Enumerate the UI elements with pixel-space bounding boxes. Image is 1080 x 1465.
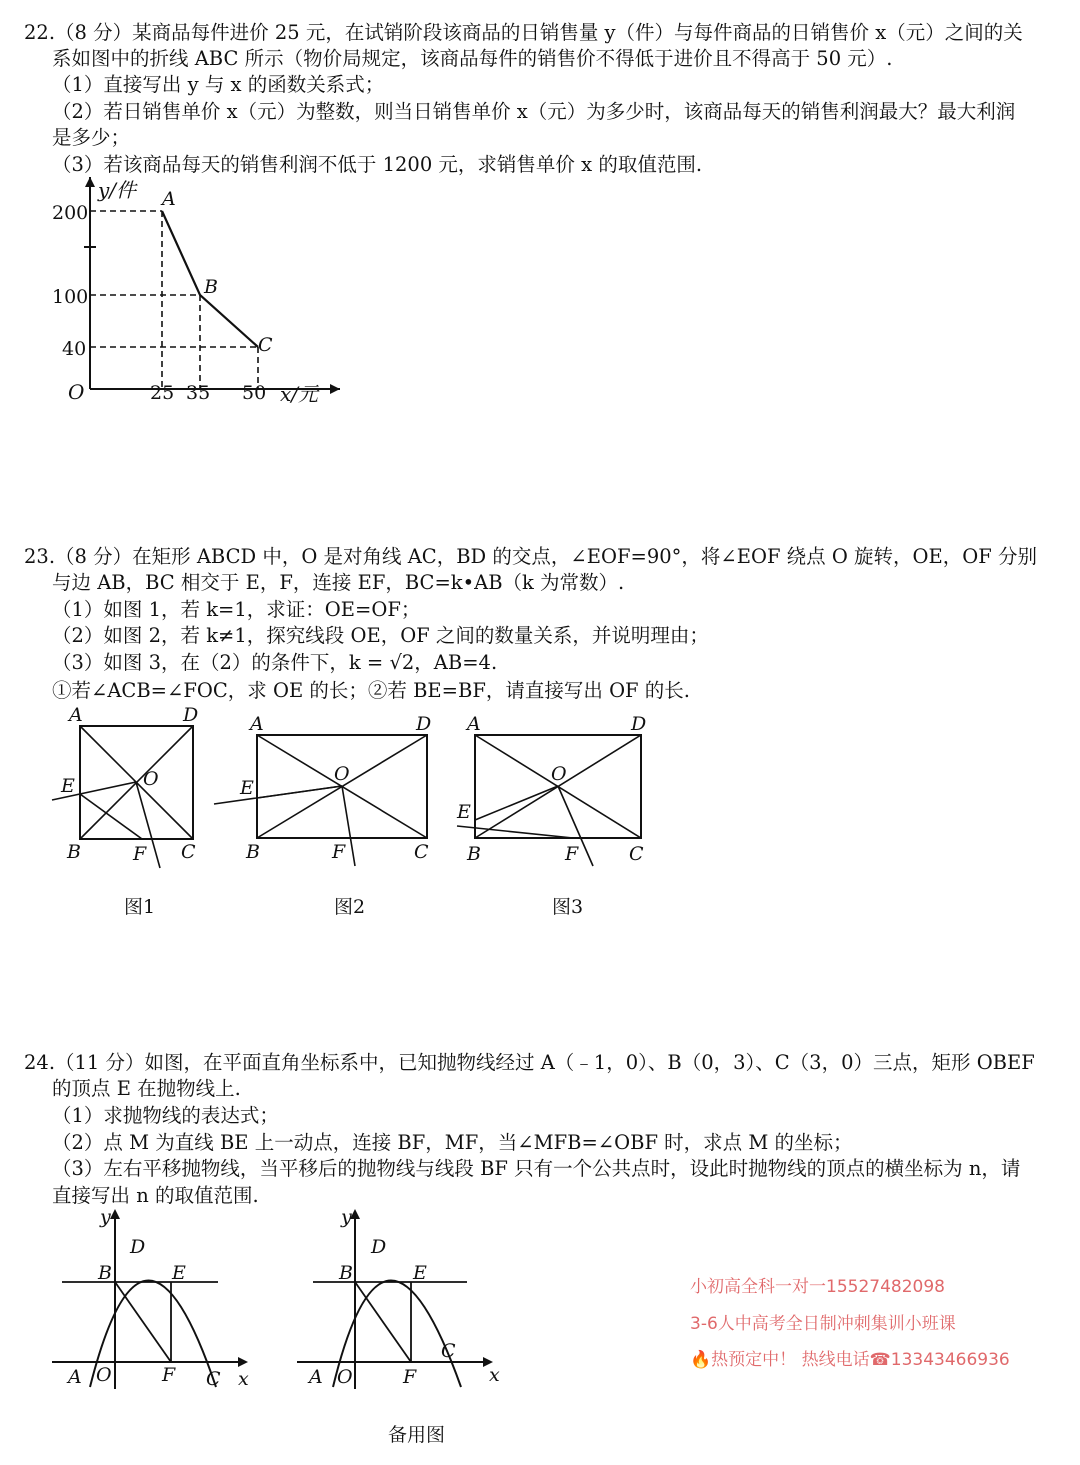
ad-line-1: 小初高全科一对一15527482098: [690, 1277, 945, 1297]
q23-stem-line1: 23.（8 分）在矩形 ABCD 中，O 是对角线 AC，BD 的交点，∠EOF=90°，将∠EOF 绕点 O 旋转，OE，OF 分别: [24, 545, 1037, 568]
q22-function-graph: [40, 175, 340, 415]
q23-figure-1: [45, 700, 215, 870]
q23-figure-3: [455, 700, 655, 870]
main-y-label: y: [100, 1206, 111, 1228]
backup-o-label: O: [337, 1366, 353, 1388]
fig1-label-a: A: [69, 704, 83, 726]
y-tick-200: 200: [52, 202, 89, 224]
fig2-label-a: A: [250, 713, 264, 735]
fig1-label-e: E: [61, 775, 75, 797]
fig3-label-d: D: [631, 713, 647, 735]
fig1-label-o: O: [143, 768, 159, 790]
backup-y-label: y: [341, 1206, 352, 1228]
graph-origin-label: O: [68, 380, 85, 404]
backup-figure-caption: 备用图: [388, 1424, 446, 1446]
x-tick-35: 35: [186, 382, 211, 404]
backup-f-label: F: [403, 1366, 417, 1388]
main-e-label: E: [172, 1262, 186, 1284]
graph-y-axis-label: y/件: [98, 178, 137, 202]
fig3-label-f: F: [565, 843, 579, 865]
fig1-label-d: D: [183, 704, 199, 726]
fig3-label-e: E: [457, 801, 471, 823]
fig2-caption: 图2: [334, 896, 366, 918]
graph-x-axis-label: x/元: [280, 382, 319, 406]
q22-part2-cont: 是多少；: [52, 126, 131, 149]
ad-line-2: 3-6人中高考全日制冲刺集训小班课: [690, 1314, 956, 1334]
main-b-label: B: [98, 1262, 112, 1284]
fig3-label-b: B: [467, 843, 481, 865]
q24-part3-cont: 直接写出 n 的取值范围.: [52, 1184, 259, 1207]
fig1-caption: 图1: [124, 896, 156, 918]
q22-stem-line2: 系如图中的折线 ABC 所示（物价局规定，该商品每件的销售价不得低于进价且不得高于 50 元）.: [52, 47, 893, 70]
y-tick-100: 100: [52, 286, 89, 308]
ad-line-3: [690, 1345, 1010, 1370]
main-c-label: C: [206, 1368, 221, 1390]
fig2-label-f: F: [332, 841, 346, 863]
main-f-label: F: [162, 1364, 176, 1386]
q23-part3: （3）如图 3，在（2）的条件下，k = √2，AB=4.: [52, 651, 498, 674]
q23-figure-2: [212, 700, 442, 870]
y-tick-40: 40: [62, 338, 87, 360]
backup-e-label: E: [413, 1262, 427, 1284]
q22-part3: （3）若该商品每天的销售利润不低于 1200 元，求销售单价 x 的取值范围.: [52, 153, 703, 176]
backup-b-label: B: [339, 1262, 353, 1284]
q22-stem-line1: 22.（8 分）某商品每件进价 25 元，在试销阶段该商品的日销售量 y（件）与每件商品的日销售价 x（元）之间的关: [24, 21, 1023, 44]
q24-figure-main: [50, 1205, 270, 1395]
fig1-label-c: C: [181, 841, 196, 863]
main-a-label: A: [68, 1366, 82, 1388]
q23-part1: （1）如图 1，若 k=1，求证：OE=OF；: [52, 598, 421, 621]
point-b-label: B: [204, 276, 218, 298]
q23-stem-line2: 与边 AB，BC 相交于 E，F，连接 EF，BC=k•AB（k 为常数）.: [52, 571, 625, 594]
q22-part2: （2）若日销售单价 x（元）为整数，则当日销售单价 x（元）为多少时，该商品每天的销售利润最大？最大利润: [52, 100, 1016, 123]
q22-part1: （1）直接写出 y 与 x 的函数关系式；: [52, 73, 385, 96]
q24-stem-line1: 24.（11 分）如图，在平面直角坐标系中，已知抛物线经过 A（﹣1，0）、B（0，3）、C（3，0）三点，矩形 OBEF: [24, 1051, 1035, 1074]
fig2-label-b: B: [246, 841, 260, 863]
fig3-label-o: O: [551, 763, 567, 785]
fig1-label-f: F: [133, 843, 147, 865]
main-x-label: x: [238, 1368, 249, 1390]
x-tick-25: 25: [150, 382, 175, 404]
fig3-label-c: C: [629, 843, 644, 865]
q23-part2: （2）如图 2，若 k≠1，探究线段 OE，OF 之间的数量关系，并说明理由；: [52, 624, 709, 647]
q24-part1: （1）求抛物线的表达式；: [52, 1104, 279, 1127]
fig3-caption: 图3: [552, 896, 584, 918]
fig2-label-d: D: [416, 713, 432, 735]
fig2-label-c: C: [414, 841, 429, 863]
main-d-label: D: [130, 1236, 146, 1258]
main-o-label: O: [96, 1364, 112, 1386]
q24-figure-backup: [295, 1205, 515, 1395]
fig2-label-e: E: [240, 777, 254, 799]
flame-icon: 🔥: [690, 1350, 712, 1370]
fig3-label-a: A: [467, 713, 481, 735]
backup-d-label: D: [371, 1236, 387, 1258]
ad-line-3-text: 热预定中！ 热线电话☎13343466936: [711, 1350, 1010, 1370]
point-c-label: C: [258, 334, 273, 356]
q24-stem-line2: 的顶点 E 在抛物线上.: [52, 1077, 241, 1100]
fig1-label-b: B: [67, 841, 81, 863]
backup-x-label: x: [489, 1364, 500, 1386]
fig2-label-o: O: [334, 763, 350, 785]
point-a-label: A: [162, 188, 176, 210]
q24-part2: （2）点 M 为直线 BE 上一动点，连接 BF，MF，当∠MFB=∠OBF 时，求点 M 的坐标；: [52, 1131, 853, 1154]
q23-part3-subparts: ①若∠ACB=∠FOC，求 OE 的长；②若 BE=BF，请直接写出 OF 的长.: [52, 679, 690, 702]
x-tick-50: 50: [242, 382, 267, 404]
q24-part3: （3）左右平移抛物线，当平移后的抛物线与线段 BF 只有一个公共点时，设此时抛物线的顶点的横坐标为 n，请: [52, 1157, 1021, 1180]
backup-a-label: A: [309, 1366, 323, 1388]
backup-c-label: C: [441, 1340, 456, 1362]
